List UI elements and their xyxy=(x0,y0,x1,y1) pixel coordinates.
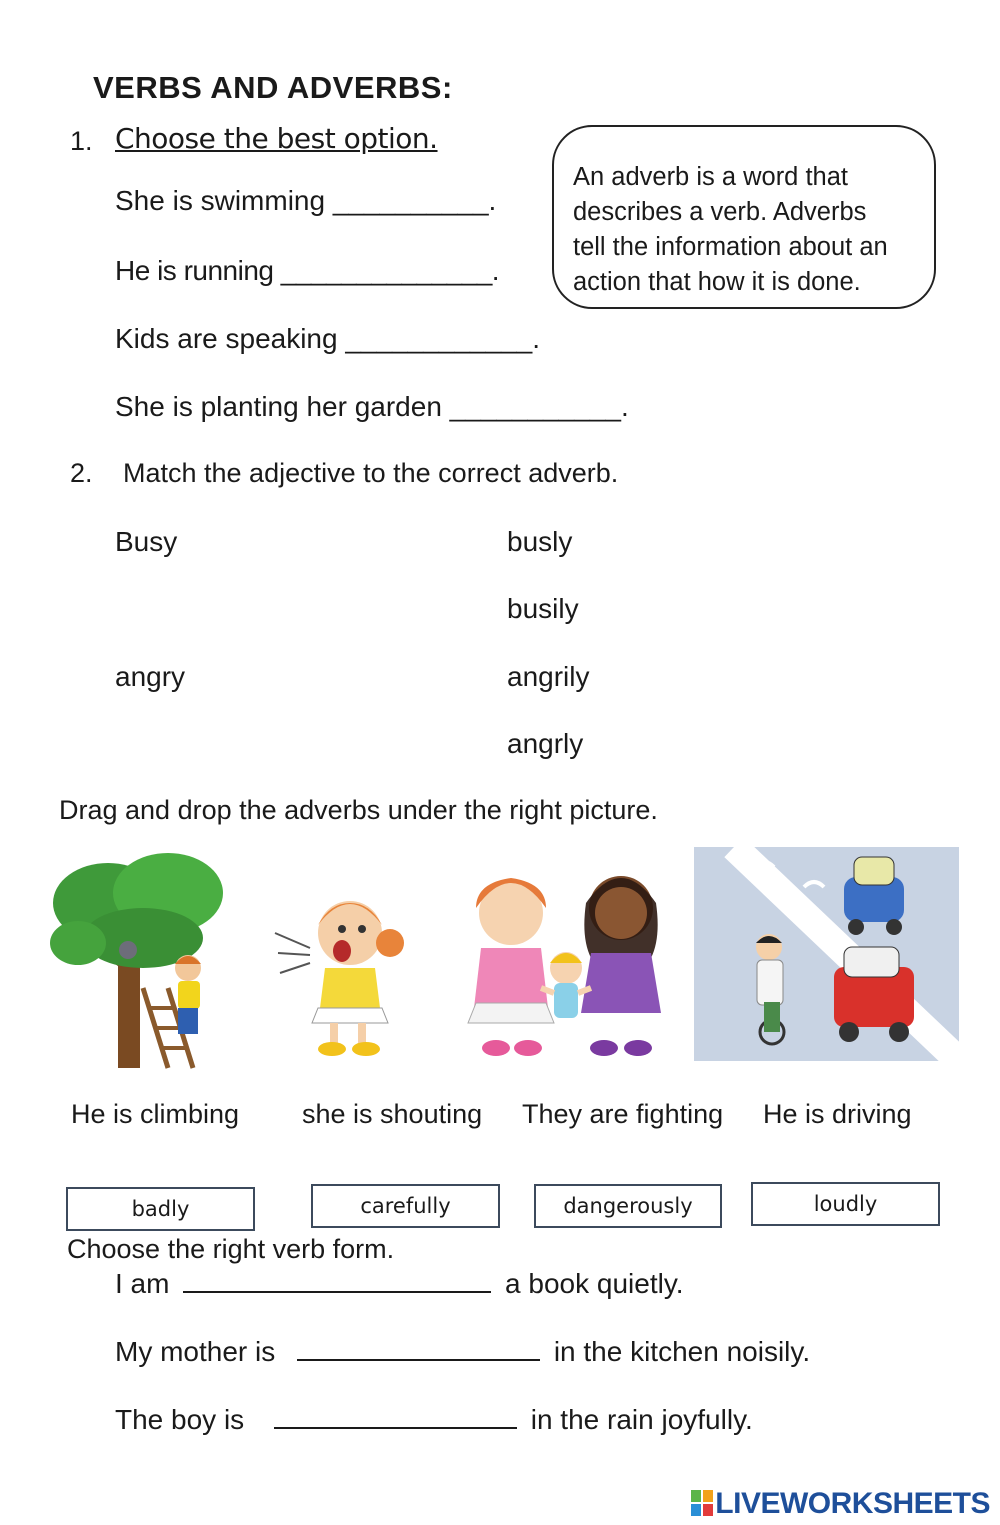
q3-instruction: Choose the right verb form. xyxy=(67,1234,395,1264)
adjective-angry[interactable]: angry xyxy=(115,661,186,692)
caption-climbing: He is climbing xyxy=(71,1099,240,1129)
sentence-start: The boy is xyxy=(115,1404,245,1435)
draggable-adverb-carefully[interactable]: carefully xyxy=(311,1184,500,1228)
definition-line: tell the information about an xyxy=(573,233,888,261)
shouting-picture xyxy=(270,873,435,1060)
q1-sentence-3[interactable]: Kids are speaking ____________. xyxy=(115,323,541,354)
adverb-option-busly[interactable]: busly xyxy=(507,526,573,557)
climbing-picture xyxy=(48,848,244,1072)
driving-picture xyxy=(694,847,959,1061)
definition-line: describes a verb. Adverbs xyxy=(573,198,867,226)
caption-shouting: she is shouting xyxy=(302,1099,483,1129)
adverb-definition-box xyxy=(552,125,936,309)
logo-icon xyxy=(691,1490,713,1516)
q3-sentence-1 xyxy=(115,1267,684,1300)
definition-line: action that how it is done. xyxy=(573,268,861,296)
q1-sentence-2[interactable]: He is running ______________. xyxy=(115,255,500,286)
adverb-option-busily[interactable]: busily xyxy=(507,593,579,624)
q1-sentence-1[interactable]: She is swimming __________. xyxy=(115,185,497,216)
definition-line: An adverb is a word that xyxy=(573,163,848,191)
logo-text: LIVEWORKSHEETS xyxy=(715,1487,990,1520)
caption-fighting: They are fighting xyxy=(522,1099,724,1129)
sentence-end: in the rain joyfully. xyxy=(530,1404,753,1435)
answer-blank-1[interactable] xyxy=(183,1267,491,1293)
caption-driving: He is driving xyxy=(763,1099,912,1129)
adverb-option-angrily[interactable]: angrily xyxy=(507,661,590,692)
answer-blank-3[interactable] xyxy=(274,1403,517,1429)
sentence-start: I am xyxy=(115,1268,170,1299)
q2-instruction: Match the adjective to the correct adverb. xyxy=(123,458,619,488)
answer-blank-2[interactable] xyxy=(297,1335,540,1361)
q1-sentence-4[interactable]: She is planting her garden ___________. xyxy=(115,391,629,422)
drag-instruction: Drag and drop the adverbs under the right picture. xyxy=(59,795,658,825)
q3-sentence-2 xyxy=(115,1335,810,1368)
q1-heading: Choose the best option. xyxy=(115,122,438,155)
q3-sentence-3 xyxy=(115,1403,753,1436)
sentence-end: in the kitchen noisily. xyxy=(553,1336,811,1367)
adjective-busy[interactable]: Busy xyxy=(115,526,178,557)
q1-number: 1. xyxy=(70,126,93,156)
liveworksheets-logo[interactable] xyxy=(691,1487,990,1521)
adverb-option-angrly[interactable]: angrly xyxy=(507,728,584,759)
page-title: VERBS AND ADVERBS: xyxy=(93,70,453,105)
sentence-start: My mother is xyxy=(115,1336,276,1367)
q2-number: 2. xyxy=(70,458,93,488)
draggable-adverb-badly[interactable]: badly xyxy=(66,1187,255,1231)
sentence-end: a book quietly. xyxy=(505,1268,684,1299)
draggable-adverb-dangerously[interactable]: dangerously xyxy=(534,1184,722,1228)
fighting-picture xyxy=(456,848,684,1070)
draggable-adverb-loudly[interactable]: loudly xyxy=(751,1182,940,1226)
